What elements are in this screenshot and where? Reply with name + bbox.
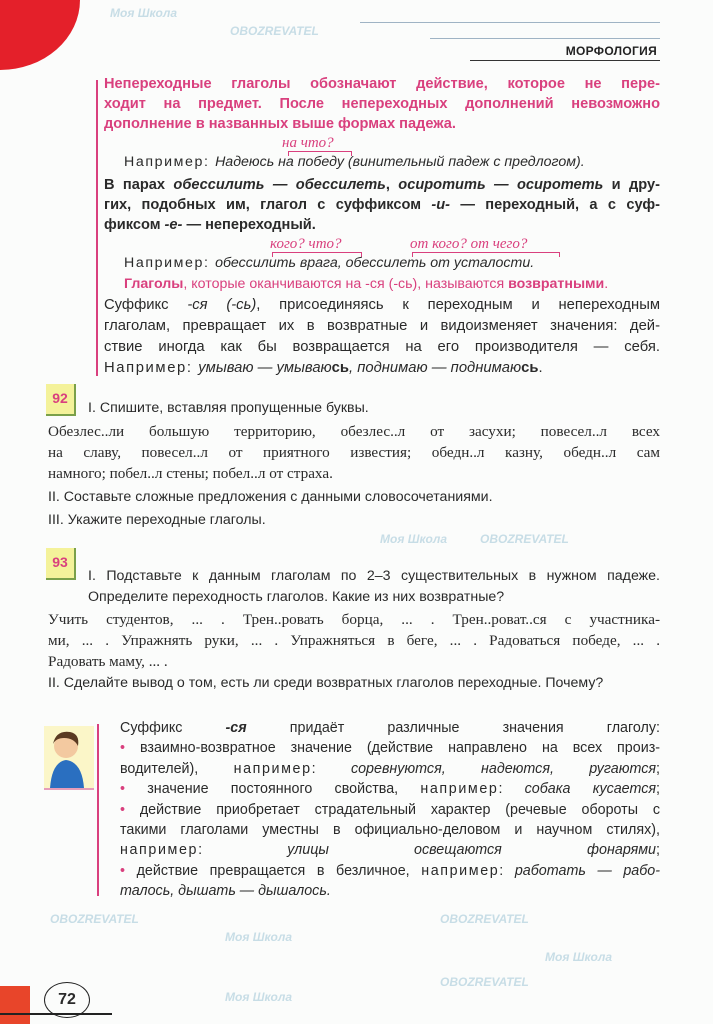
text-segment: например [233,760,312,777]
text-segment: например [420,781,499,798]
text-segment: действие приобретает страдательный характер (речевые обороты с [139,801,660,818]
text-segment: умываю — умываю [198,360,332,376]
rule-margin-line [96,80,98,376]
student-illustration [44,726,94,790]
text-line [124,152,660,173]
reflexive-rule [124,274,660,295]
text-segment: — переходный, а с суф- [450,197,660,213]
text-segment: , [349,360,358,376]
text-line [48,587,660,608]
text-segment: осиротить — осиротеть [398,177,604,193]
text-line [120,840,660,860]
header-rule [430,38,660,39]
text-segment: возвратными [508,276,605,292]
text-segment: ствие иногда как бы возвращается на его производителя — себя. [104,339,660,355]
header-rule [470,60,660,61]
text-segment: , называются [417,276,509,292]
text-segment: . [604,276,609,292]
watermark: OBOZREVATEL [440,975,529,989]
text-segment: действие превращается в безличное, [136,862,422,879]
text-segment: работать — рабо- [514,862,660,879]
question-label: на что? [282,135,334,151]
text-segment: Радовать маму, ... . [48,653,168,670]
text-line [48,609,660,630]
text-line [120,800,660,820]
exercise-number-badge: 93 [46,548,76,580]
student-icon [44,726,94,788]
text-line [120,718,660,738]
text-line [124,253,660,274]
suffix-explanation [104,295,660,379]
watermark: Моя Школа [545,950,613,964]
question-label: от кого? от чего? [410,236,528,252]
watermark: Моя Школа [380,532,448,546]
text-segment: Суффикс [120,720,226,736]
text-segment: поднимаю — поднимаю [357,360,522,376]
text-segment: собака кусается [524,781,657,798]
text-segment: значение постоянного свойства, [147,781,421,798]
text-segment: сь [521,360,539,376]
text-segment: взаимно-возвратное значение (действие направлено на всех произ- [139,740,661,757]
text-line [124,274,660,295]
text-segment: обессилить врага, обессилеть от усталости. [215,255,535,271]
text-segment: например [120,842,199,859]
text-segment: глаголам, превращает их в возвратные и видоизменяет значения: дей- [104,318,660,334]
watermark: Моя Школа [110,6,178,20]
text-segment: , которые оканчиваются на [183,276,366,292]
text-segment: -ся (-сь) [187,297,257,313]
text-segment: Непереходные глаголы обозначают действие, которое не пере- [104,76,660,92]
text-line [120,759,660,779]
text-segment: В парах [104,177,174,193]
text-segment: ; [656,781,660,798]
text-segment: : [498,781,525,798]
bullet-icon: • [120,862,137,879]
page-number: 72 [44,982,90,1018]
text-segment: ходит на предмет. После непереходных дополнений невозможно [104,96,660,112]
text-line [120,881,660,901]
corner-tab [0,986,30,1024]
exercise-92-task-1: I. Спишите, вставляя пропущенные буквы. [88,400,369,416]
bullet-icon: • [120,740,140,757]
corner-decoration [0,0,80,70]
text-segment: . [538,360,543,376]
text-line [104,215,660,235]
text-line [104,175,660,195]
example-1 [124,152,660,173]
text-segment: такими глаголами уместны в официально-деловом и научном стилях), [120,822,660,839]
text-line [48,630,660,651]
text-segment: соревнуются, надеются, ругаются [350,760,657,777]
watermark: OBOZREVATEL [480,532,569,546]
text-segment: и дру- [603,177,661,193]
example-2 [124,253,660,274]
text-segment: -и- [431,197,451,213]
footer-rule [0,1013,112,1015]
exercise-93-task-2: II. Сделайте вывод о том, есть ли среди возвратных глаголов переходные. Почему? [48,675,604,691]
text-line [120,861,660,881]
text-segment: , [385,177,399,193]
text-line [48,463,660,484]
text-segment: придаёт различные значения глаголу: [246,720,660,736]
text-segment: : [311,760,351,777]
text-segment: -ся [225,720,247,736]
text-line [104,195,660,215]
text-segment: -е- [164,217,183,233]
text-segment: Учить студентов, ... . Трен..ровать борца, ... . Трен..роват..ся с участника- [48,611,660,628]
text-segment: дополнение в названных выше формах падежа. [104,116,456,132]
note-margin-line [97,724,99,896]
text-segment: сь [331,360,349,376]
text-segment: фиксом [104,217,165,233]
text-segment: ; [656,760,660,777]
question-label: кого? что? [270,236,342,252]
text-segment: улицы освещаются фонарями [287,842,657,859]
text-segment: на славу, повесел..л от приятного известия; обедн..л казну, обедн..л сам [48,444,660,461]
exercise-92-text [48,421,660,484]
text-line [48,566,660,587]
text-line [48,651,660,672]
exercise-number-badge: 92 [46,384,76,416]
watermark: Моя Школа [225,930,293,944]
text-segment: Суффикс [104,297,188,313]
text-segment: Надеюсь на победу (винительный падеж с предлогом). [215,154,585,170]
text-segment: Глаголы [124,276,184,292]
text-segment: Например: [124,154,216,170]
text-line [48,442,660,463]
text-line [104,316,660,337]
exercise-93-text [48,609,660,672]
watermark: OBOZREVATEL [440,912,529,926]
text-segment: Например: [104,360,199,376]
text-segment: водителей), [120,760,234,777]
text-segment: обессилить — обессилеть [173,177,386,193]
header-rule [360,22,660,23]
intransitive-rule [104,74,660,134]
text-segment: талось, дышать — дышалось. [120,883,331,900]
bullet-icon: • [120,781,148,798]
text-line [104,94,660,114]
text-line [48,421,660,442]
text-segment: , присоединяясь к переходным и непереходным [256,297,660,313]
text-line [104,74,660,94]
text-line [104,114,660,134]
text-segment: ; [656,842,660,859]
section-title: МОРФОЛОГИЯ [565,44,657,58]
text-segment: : [499,862,515,879]
text-line [104,358,660,379]
text-line [104,337,660,358]
text-segment: Обезлес..ли большую территорию, обезлес..л от засухи; повесел..л всех [48,423,660,440]
text-line [120,779,660,799]
text-line [120,738,660,758]
pairs-rule [104,175,660,235]
text-segment: I. Подставьте к данным глаголам по 2–3 существительных в нужном падеже. [88,568,660,584]
watermark: OBOZREVATEL [230,24,319,38]
bullet-icon: • [120,801,140,818]
exercise-92-task-2: II. Составьте сложные предложения с данными словосочетаниями. [48,489,493,505]
watermark: Моя Школа [225,990,293,1004]
exercise-92-task-3: III. Укажите переходные глаголы. [48,512,266,528]
text-segment: Например: [124,255,216,271]
text-segment: : [198,842,288,859]
text-segment: -ся (-сь) [365,276,418,292]
text-segment: гих, подобных им, глагол с суффиксом [104,197,432,213]
suffix-meanings-note [120,718,660,902]
text-segment: ми, ... . Упражнять руки, ... . Упражняться в беге, ... . Радоваться победе, ... . [48,632,660,649]
text-segment: например [421,862,500,879]
text-segment: намного; побел..л стены; побел..л от страха. [48,465,333,482]
exercise-93-task-1 [48,566,660,608]
text-line [104,295,660,316]
text-segment: Определите переходность глаголов. Какие из них возвратные? [88,589,505,605]
text-line [120,820,660,840]
watermark: OBOZREVATEL [50,912,139,926]
text-segment: — непереходный. [182,217,316,233]
